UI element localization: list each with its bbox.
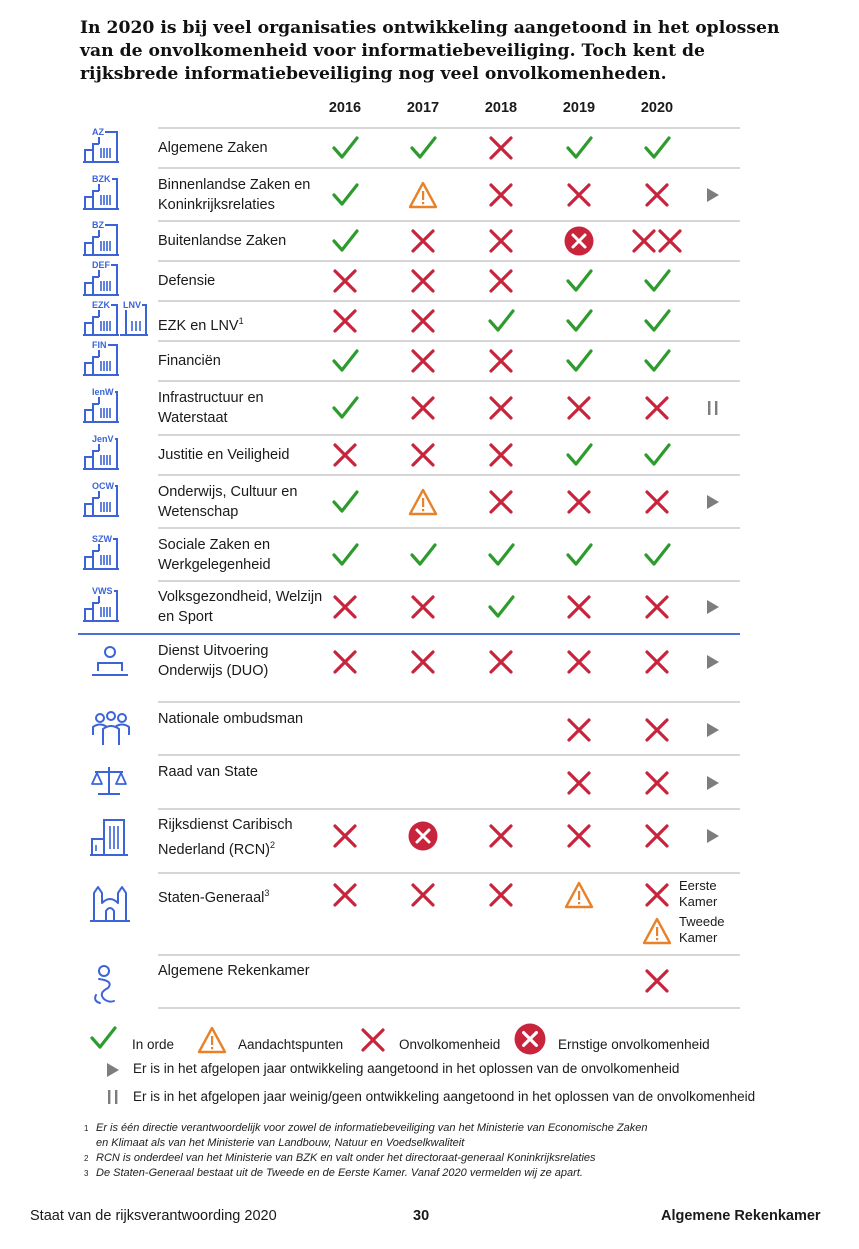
- tweede-kamer-label: Tweede Kamer: [679, 914, 725, 945]
- status-bad-icon: [642, 966, 672, 996]
- organisation-name-text: Rijksdienst Caribisch Nederland (RCN): [158, 817, 293, 858]
- organisation-name: [158, 311, 328, 336]
- status-bad-icon: [486, 821, 516, 851]
- status-ok-icon: [642, 266, 672, 296]
- status-bad-icon: [564, 180, 594, 210]
- footnote-1-line-2: en Klimaat als van het Ministerie van Landbouw, Natuur en Voedselkwaliteit: [96, 1137, 465, 1149]
- status-bad-icon: [408, 880, 438, 910]
- progress-arrow-icon: [704, 186, 722, 204]
- status-bad-icon: [408, 440, 438, 470]
- status-bad-icon: [330, 647, 360, 677]
- status-ok-icon: [330, 180, 360, 210]
- ministry-building-icon: [83, 586, 123, 628]
- organisation-name: [158, 883, 328, 908]
- ministry-abbreviation: SZW: [92, 533, 112, 544]
- status-bad-icon: [408, 592, 438, 622]
- legend-bad-icon: [358, 1025, 388, 1055]
- ministry-building-icon: [83, 173, 123, 216]
- status-ok-icon: [330, 346, 360, 376]
- footnote-reference: 1: [238, 316, 244, 326]
- status-ok-icon: [642, 440, 672, 470]
- legend-bad-label: Onvolkomenheid: [399, 1037, 501, 1052]
- footer-page-number: 30: [413, 1208, 430, 1224]
- footnote-3: [84, 1166, 583, 1186]
- ministry-abbreviation: IenW: [92, 387, 114, 397]
- status-severe-icon: [408, 821, 438, 851]
- status-bad-icon: [564, 768, 594, 798]
- section-separator: [78, 633, 740, 635]
- progress-arrow-icon: [704, 721, 722, 739]
- row-divider: [158, 580, 740, 582]
- year-header-2017: 2017: [406, 100, 440, 116]
- ministry-building-icon: [83, 340, 123, 382]
- status-bad-icon: [330, 440, 360, 470]
- ministry-abbreviation: FIN: [92, 340, 107, 350]
- organisation-name-text: Onderwijs, Cultuur en Wetenschap: [158, 483, 298, 520]
- footnote-2-number: 2: [84, 1154, 89, 1163]
- organisation-name: [158, 482, 328, 522]
- status-bad-icon: [642, 768, 672, 798]
- legend-arrow-label: Er is in het afgelopen jaar ontwikkeling aangetoond in het oplossen van de onvolkomenheid: [133, 1061, 680, 1076]
- status-bad-icon: [642, 393, 672, 423]
- duo-icon: [90, 643, 130, 682]
- ministry-building-icon: [83, 220, 123, 262]
- row-divider: [158, 954, 740, 956]
- ministry-building-icon: [83, 260, 123, 302]
- office-building-icon: [90, 817, 130, 862]
- organisation-name-text: Algemene Rekenkamer: [158, 963, 310, 979]
- organisation-name: [158, 587, 328, 627]
- status-bad-icon: [408, 306, 438, 336]
- footer-organisation: Algemene Rekenkamer: [661, 1208, 821, 1224]
- status-ok-icon: [330, 393, 360, 423]
- footnote-1-line-1: Er is één directie verantwoordelijk voor zowel de informatiebeveiliging van het Ministerie van Economische Zaken: [96, 1122, 648, 1134]
- row-divider: [158, 808, 740, 810]
- status-bad-icon: [642, 821, 672, 851]
- status-ok-icon: [564, 346, 594, 376]
- status-bad-icon: [642, 880, 672, 910]
- ministry-building-icon: [83, 387, 123, 429]
- ministry-abbreviation: BZK: [92, 173, 111, 184]
- row-divider: [158, 300, 740, 302]
- status-bad-icon: [486, 180, 516, 210]
- legend-severe-icon: [514, 1023, 546, 1055]
- legend-pause-icon: [104, 1088, 120, 1104]
- status-ok-icon: [486, 306, 516, 336]
- status-bad-icon: [408, 393, 438, 423]
- status-bad-icon: [564, 393, 594, 423]
- row-divider: [158, 127, 740, 129]
- legend-warn-icon: [197, 1025, 227, 1055]
- organisation-name: [158, 351, 328, 371]
- row-divider: [158, 872, 740, 874]
- status-bad-icon: [408, 647, 438, 677]
- parliament-icon: [90, 883, 130, 928]
- legend-arrow-icon: [104, 1061, 120, 1077]
- status-ok-icon: [330, 133, 360, 163]
- status-warn-icon: [564, 880, 594, 910]
- status-ok-icon: [564, 540, 594, 570]
- organisation-name: [158, 388, 328, 428]
- progress-arrow-icon: [704, 774, 722, 792]
- status-ok-icon: [564, 440, 594, 470]
- status-ok-icon: [642, 346, 672, 376]
- people-icon: [90, 711, 132, 752]
- status-ok-icon: [408, 133, 438, 163]
- status-bad-icon: [486, 880, 516, 910]
- status-bad-icon: [408, 226, 438, 256]
- organisation-name: [158, 271, 328, 291]
- status-ok-icon: [330, 487, 360, 517]
- status-ok-icon: [330, 226, 360, 256]
- organisation-name: [158, 445, 328, 465]
- row-divider: [158, 474, 740, 476]
- organisation-name-text: Raad van State: [158, 764, 258, 780]
- status-bad-icon: [486, 440, 516, 470]
- organisation-name: [158, 961, 328, 981]
- ministry-abbreviation: BZ: [92, 220, 104, 230]
- footnote-3-number: 3: [84, 1169, 89, 1178]
- eerste-kamer-label: Eerste Kamer: [679, 878, 718, 909]
- status-warn-icon: [408, 487, 438, 517]
- organisation-name-text: Justitie en Veiligheid: [158, 447, 290, 463]
- organisation-name-text: Financiën: [158, 353, 221, 369]
- no-progress-pause-icon: [704, 399, 722, 417]
- status-ok-icon: [642, 540, 672, 570]
- ministry-abbreviation: DEF: [92, 260, 110, 270]
- footnote-reference: 3: [264, 888, 270, 898]
- status-bad-icon: [564, 487, 594, 517]
- row-divider: [158, 754, 740, 756]
- status-ok-icon: [564, 133, 594, 163]
- legend-warn-label: Aandachtspunten: [238, 1037, 344, 1052]
- status-ok-icon: [642, 306, 672, 336]
- year-header-2019: 2019: [562, 100, 596, 116]
- legend-ok-icon: [88, 1023, 118, 1053]
- legend-severe-label: Ernstige onvolkomenheid: [558, 1037, 710, 1052]
- progress-arrow-icon: [704, 493, 722, 511]
- row-divider: [158, 434, 740, 436]
- footnote-1: [84, 1121, 648, 1149]
- row-divider: [158, 380, 740, 382]
- legend-pause-label: Er is in het afgelopen jaar weinig/geen ontwikkeling aangetoond in het oplossen van de onvolkomenheid: [133, 1089, 756, 1104]
- ministry-building-icon: [83, 127, 123, 169]
- scales-icon: [90, 764, 128, 803]
- status-bad-icon: [486, 393, 516, 423]
- status-warn-icon: [408, 180, 438, 210]
- organisation-name-text: Staten-Generaal: [158, 889, 265, 906]
- organisation-name-text: EZK en LNV: [158, 317, 239, 334]
- organisation-name: [158, 815, 328, 860]
- ministry-building-icon: [83, 300, 123, 342]
- footnote-1-number: 1: [84, 1124, 89, 1133]
- row-divider: [158, 167, 740, 169]
- status-severe-icon: [564, 226, 594, 256]
- status-ok-icon: [408, 540, 438, 570]
- status-bad-icon: [486, 346, 516, 376]
- status-bad-icon: [486, 266, 516, 296]
- organisation-name-text: Binnenlandse Zaken en Koninkrijksrelaties: [158, 176, 311, 213]
- organisation-name-text: Infrastructuur en Waterstaat: [158, 390, 264, 426]
- organisation-name: [158, 762, 328, 782]
- ministry-abbreviation: AZ: [92, 127, 104, 137]
- ministry-abbreviation: LNV: [123, 300, 141, 310]
- row-divider: [158, 340, 740, 342]
- status-bad-icon: [486, 226, 516, 256]
- status-ok-icon: [486, 540, 516, 570]
- organisation-name: [158, 641, 328, 681]
- status-ok-icon: [642, 133, 672, 163]
- organisation-name-text: Sociale Zaken en Werkgelegenheid: [158, 536, 271, 573]
- status-bad-icon: [642, 592, 672, 622]
- progress-arrow-icon: [704, 653, 722, 671]
- organisation-name: [158, 709, 328, 729]
- status-bad-icon: [642, 715, 672, 745]
- row-divider: [158, 260, 740, 262]
- status-bad-icon: [330, 592, 360, 622]
- ministry-building-icon: [83, 434, 123, 476]
- status-bad-icon: [330, 306, 360, 336]
- status-bad-icon: [330, 880, 360, 910]
- organisation-name: [158, 138, 328, 158]
- legend-ok-label: In orde: [132, 1037, 175, 1052]
- ministry-building-icon: [120, 300, 150, 342]
- organisation-name-text: Volksgezondheid, Welzijn en Sport: [158, 589, 323, 625]
- footnote-3-line-1: De Staten-Generaal bestaat uit de Tweede en de Eerste Kamer. Vanaf 2020 vermelden wij ze apart.: [96, 1167, 583, 1179]
- status-ok-icon: [564, 306, 594, 336]
- organisation-name-text: Buitenlandse Zaken: [158, 233, 287, 249]
- organisation-name-text: Nationale ombudsman: [158, 711, 304, 727]
- status-bad-icon: [642, 487, 672, 517]
- row-divider: [158, 527, 740, 529]
- organisation-name: [158, 175, 328, 215]
- footnote-reference: 2: [270, 840, 276, 850]
- headline: In 2020 is bij veel organisaties ontwikkeling aangetoond in het oplossen van de onvolkomenheid voor informatiebeveiliging. Toch kent de rijksbrede informatiebeveiliging nog veel onvolkomenheden.: [80, 18, 780, 84]
- ministry-building-icon: [83, 533, 123, 576]
- ministry-abbreviation: OCW: [92, 480, 114, 491]
- status-bad-icon: [330, 266, 360, 296]
- year-header-2016: 2016: [328, 100, 362, 116]
- organisation-name: [158, 535, 328, 575]
- year-header-2018: 2018: [484, 100, 518, 116]
- status-bad-icon: [564, 715, 594, 745]
- organisation-name-text: Defensie: [158, 273, 216, 289]
- row-divider: [158, 701, 740, 703]
- status-ok-icon: [564, 266, 594, 296]
- ministry-abbreviation: VWS: [92, 586, 113, 596]
- year-header-2020: 2020: [640, 100, 674, 116]
- status-bad-icon: [655, 226, 685, 256]
- row-divider: [158, 220, 740, 222]
- status-ok-icon: [486, 592, 516, 622]
- status-bad-icon: [408, 266, 438, 296]
- organisation-name: [158, 231, 328, 251]
- footnote-2-line-1: RCN is onderdeel van het Ministerie van BZK en valt onder het directoraat-generaal Koninkrijksrelaties: [96, 1152, 596, 1164]
- row-divider: [158, 1007, 740, 1009]
- status-bad-icon: [564, 647, 594, 677]
- ministry-abbreviation: JenV: [92, 434, 114, 444]
- status-warn-icon: [642, 916, 672, 946]
- status-bad-icon: [642, 647, 672, 677]
- progress-arrow-icon: [704, 598, 722, 616]
- status-bad-icon: [330, 821, 360, 851]
- status-bad-icon: [642, 180, 672, 210]
- status-bad-icon: [486, 647, 516, 677]
- status-ok-icon: [330, 540, 360, 570]
- organisation-name-text: Dienst Uitvoering Onderwijs (DUO): [158, 643, 269, 679]
- progress-arrow-icon: [704, 827, 722, 845]
- status-bad-icon: [564, 592, 594, 622]
- status-bad-icon: [486, 487, 516, 517]
- status-bad-icon: [486, 133, 516, 163]
- organisation-name-text: Algemene Zaken: [158, 140, 268, 156]
- footer-publication-title: Staat van de rijksverantwoording 2020: [30, 1208, 277, 1224]
- status-bad-icon: [408, 346, 438, 376]
- ministry-abbreviation: EZK: [92, 300, 110, 310]
- ministry-building-icon: [83, 480, 123, 523]
- status-bad-icon: [564, 821, 594, 851]
- rekenkamer-icon: [90, 963, 120, 1010]
